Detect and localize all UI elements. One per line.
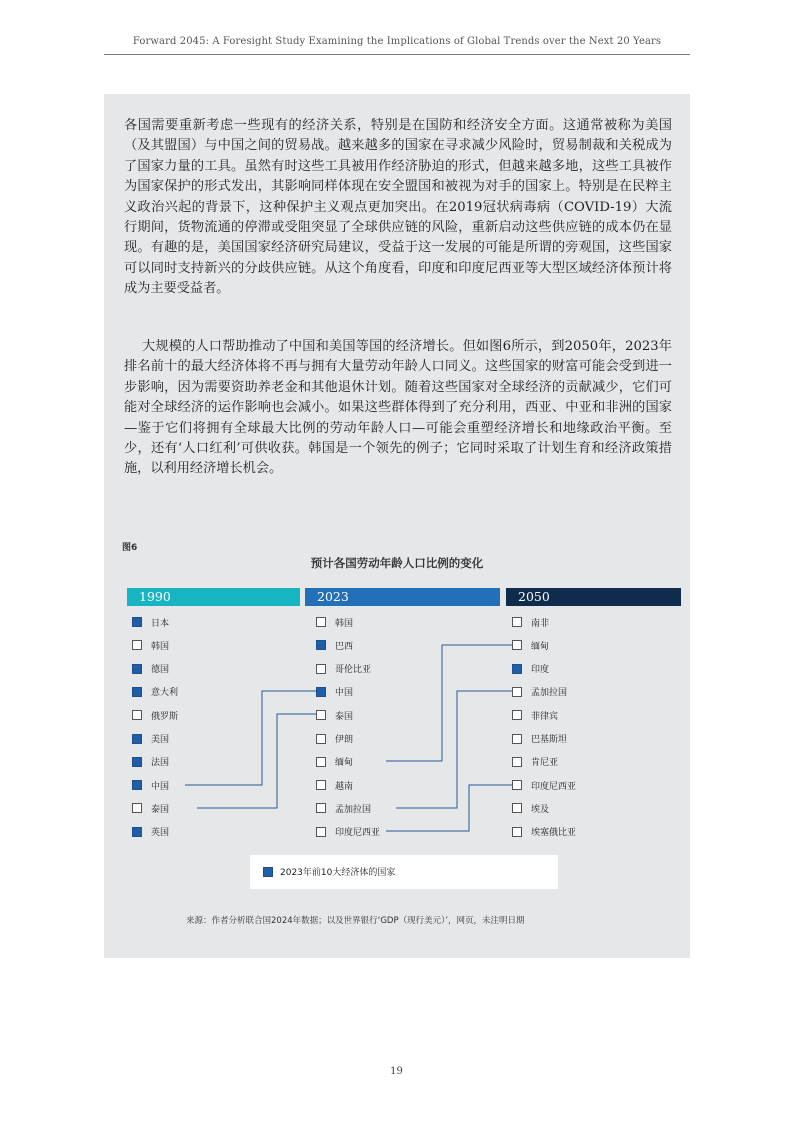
country-row (316, 662, 371, 676)
country-label: 意大利 (151, 688, 179, 699)
country-label: 韩国 (335, 618, 354, 629)
top10-marker (132, 687, 142, 697)
body-paragraph-1: 各国需要重新考虑一些现有的经济关系，特别是在国防和经济安全方面。这通常被称为美国（及其盟国）与中国之间的贸易战。越来越多的国家在寻求减少风险时，贸易制裁和关税成为了国家力量的工具。虽然有时这些工具被用作经济胁迫的形式，但越来越多地，这些工具被作为国家保护的形式发出，其影响同样体现在安全盟国和被视为对手的国家上。特别是在民粹主义政治兴起的背景下，这种保护主义观点更加突出。在2019冠状病毒病（COVID-19）大流行期间，货物流通的停滞或受阻突显了全球供应链的风险，重新启动这些供应链的成本仍在显现。有趣的是，美国国家经济研究局建议，受益于这一发展的可能是所谓的旁观国，这些国家可以同时支持新兴的分歧供应链。从这个角度看，印度和印度尼西亚等大型区域经济体预计将成为主要受益者。 (124, 118, 672, 297)
country-label: 哥伦比亚 (335, 665, 372, 676)
country-row (132, 755, 169, 769)
figure-number: 图6 (122, 543, 138, 553)
country-row (132, 708, 178, 722)
country-label: 中国 (151, 781, 170, 792)
country-marker (512, 617, 522, 627)
country-label: 巴西 (335, 641, 354, 652)
country-row (512, 778, 576, 792)
connector-china (185, 691, 316, 785)
country-row (132, 615, 169, 629)
country-marker (316, 827, 326, 837)
connector-bangladesh (396, 691, 512, 808)
country-marker (316, 710, 326, 720)
country-label: 英国 (151, 828, 170, 839)
country-label: 中国 (335, 688, 354, 699)
country-label: 美国 (151, 735, 170, 745)
country-label: 肯尼亚 (531, 758, 559, 769)
country-row (512, 615, 549, 629)
country-marker (132, 640, 142, 650)
country-row (132, 778, 169, 792)
country-label: 孟加拉国 (335, 804, 372, 815)
country-label: 缅甸 (531, 641, 550, 652)
country-row (512, 685, 567, 699)
country-marker (316, 734, 326, 744)
country-row (132, 825, 169, 839)
connector-myanmar (386, 645, 512, 761)
country-marker (512, 710, 522, 720)
country-marker (512, 780, 522, 790)
country-row (316, 615, 353, 629)
country-label: 韩国 (151, 641, 170, 652)
country-row (316, 778, 353, 792)
column-header-1990: 1990 (127, 588, 300, 606)
top10-marker (132, 664, 142, 674)
country-row (512, 662, 549, 676)
top10-marker (316, 687, 326, 697)
country-label: 印度尼西亚 (531, 781, 577, 792)
country-label: 巴基斯坦 (531, 735, 568, 745)
country-marker (316, 617, 326, 627)
country-label: 伊朗 (335, 735, 354, 745)
column-header-2023: 2023 (305, 588, 500, 606)
country-row (512, 755, 558, 769)
country-label: 菲律宾 (531, 711, 559, 722)
country-label: 印度尼西亚 (335, 828, 381, 839)
connector-thailand (197, 714, 316, 808)
figure-legend (250, 855, 558, 889)
country-row (316, 708, 353, 722)
top10-marker (132, 617, 142, 627)
top10-marker (512, 664, 522, 674)
country-row (512, 638, 549, 652)
country-row (316, 825, 380, 839)
country-row (512, 732, 567, 746)
country-marker (512, 640, 522, 650)
country-marker (132, 803, 142, 813)
country-row (316, 732, 353, 746)
country-row (316, 685, 353, 699)
country-row (132, 732, 169, 746)
top10-marker (132, 827, 142, 837)
country-row (132, 638, 169, 652)
country-row (132, 662, 169, 676)
country-label: 德国 (151, 665, 170, 676)
country-label: 俄罗斯 (151, 711, 179, 722)
country-label: 缅甸 (335, 758, 354, 769)
country-marker (316, 780, 326, 790)
country-row (512, 825, 576, 839)
country-marker (316, 664, 326, 674)
country-row (512, 801, 549, 815)
country-marker (512, 757, 522, 767)
top10-marker (132, 734, 142, 744)
country-label: 埃及 (531, 804, 550, 815)
country-label: 法国 (151, 758, 170, 769)
country-marker (512, 827, 522, 837)
legend-swatch (263, 867, 273, 877)
country-marker (512, 687, 522, 697)
top10-marker (132, 757, 142, 767)
column-header-2050: 2050 (506, 588, 681, 606)
country-marker (132, 710, 142, 720)
body-paragraph-2: 大规模的人口帮助推动了中国和美国等国的经济增长。但如图6所示，到2050年，2023年排名前十的最大经济体将不再与拥有大量劳动年龄人口同义。这些国家的财富可能会受到进一步影响，因为需要资助养老金和其他退休计划。随着这些国家对全球经济的贡献减少，它们可能对全球经济的运作影响也会减小。如果这些群体得到了充分利用，西亚、中亚和非洲的国家—鉴于它们将拥有全球最大比例的劳动年龄人口—可能会重塑经济增长和地缘政治平衡。至少，还有‘人口红利’可供收获。韩国是一个领先的例子；它同时采取了计划生育和经济政策措施，以利用经济增长机会。 (124, 339, 672, 477)
country-row (316, 801, 371, 815)
country-label: 泰国 (335, 711, 354, 722)
country-label: 印度 (531, 665, 550, 676)
country-marker (512, 734, 522, 744)
country-label: 孟加拉国 (531, 688, 568, 699)
figure-title: 预计各国劳动年龄人口比例的变化 (310, 556, 484, 570)
page-number: 19 (390, 1066, 403, 1077)
country-marker (316, 803, 326, 813)
country-row (316, 638, 353, 652)
top10-marker (316, 640, 326, 650)
country-marker (512, 803, 522, 813)
running-header: Forward 2045: A Foresight Study Examining the Implications of Global Trends over the Next 20 Years (132, 36, 662, 47)
country-label: 埃塞俄比亚 (531, 828, 577, 839)
country-row (316, 755, 353, 769)
country-label: 越南 (335, 781, 354, 792)
country-label: 南非 (531, 618, 550, 629)
legend-label: 2023年前10大经济体的国家 (280, 868, 396, 878)
country-row (512, 708, 558, 722)
country-label: 泰国 (151, 804, 170, 815)
country-row (132, 685, 178, 699)
top10-marker (132, 780, 142, 790)
country-label: 日本 (151, 618, 170, 629)
country-row (132, 801, 169, 815)
country-marker (316, 757, 326, 767)
figure-source: 来源：作者分析联合国2024年数据；以及世界银行‘GDP（现行美元）’，网页，未注明日期 (186, 916, 525, 926)
